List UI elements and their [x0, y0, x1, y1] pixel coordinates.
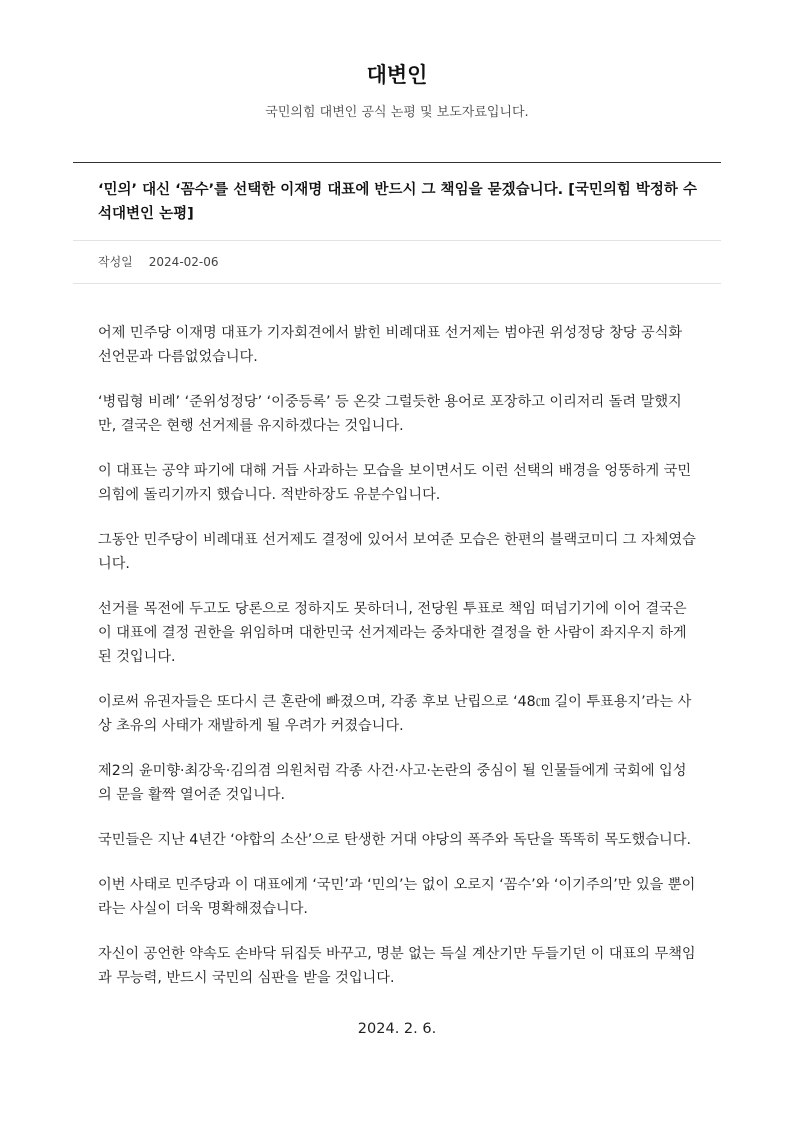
- site-title[interactable]: 대변인: [366, 63, 428, 87]
- site-description: 국민의힘 대변인 공식 논평 및 보도자료입니다.: [265, 105, 529, 120]
- post-title: ‘민의’ 대신 ‘꼼수’를 선택한 이재명 대표에 반드시 그 책임을 묻겠습니다. [국민의힘 박정하 수석대변인 논평]: [98, 182, 697, 222]
- body-paragraph: 그동안 민주당이 비례대표 선거제도 결정에 있어서 보여준 모습은 한편의 블랙코미디 그 자체였습니다.: [98, 532, 696, 572]
- closing-date: 2024. 2. 6.: [357, 1021, 437, 1037]
- header-divider: [73, 162, 721, 163]
- body-paragraph: 어제 민주당 이재명 대표가 기자회견에서 밝힌 비례대표 선거제는 범야권 위성정당 창당 공식화 선언문과 다름없었습니다.: [98, 325, 683, 365]
- body-paragraph: 이로써 유권자들은 또다시 큰 혼란에 빠졌으며, 각종 후보 난립으로 ‘48㎝ 길이 투표용지’라는 사상 초유의 사태가 재발하게 될 우려가 커졌습니다.: [98, 694, 692, 734]
- body-paragraph: 이번 사태로 민주당과 이 대표에게 ‘국민’과 ‘민의’는 없이 오로지 ‘꼼수’와 ‘이기주의’만 있을 뿐이라는 사실이 더욱 명확해졌습니다.: [98, 877, 696, 917]
- body-paragraph: ‘병립형 비례’ ‘준위성정당’ ‘이중등록’ 등 온갖 그럴듯한 용어로 포장하고 이리저리 돌려 말했지만, 결국은 현행 선거제를 유지하겠다는 것입니다.: [98, 394, 682, 434]
- body-paragraph: 자신이 공언한 약속도 손바닥 뒤집듯 바꾸고, 명분 없는 득실 계산기만 두들기던 이 대표의 무책임과 무능력, 반드시 국민의 심판을 받을 것입니다.: [98, 946, 696, 986]
- site-header: [0, 0, 794, 122]
- meta-divider: [73, 283, 721, 284]
- body-paragraph: 이 대표는 공약 파기에 대해 거듭 사과하는 모습을 보이면서도 이런 선택의 배경을 엉뚱하게 국민의힘에 돌리기까지 했습니다. 적반하장도 유분수입니다.: [98, 463, 692, 503]
- body-paragraph: 제2의 윤미향·최강욱·김의겸 의원처럼 각종 사건·사고·논란의 중심이 될 인물들에게 국회에 입성의 문을 활짝 열어준 것입니다.: [98, 763, 687, 803]
- post-meta: [98, 253, 219, 271]
- date-label: 작성일: [98, 255, 133, 269]
- post-body: [98, 321, 698, 1011]
- body-paragraph: 선거를 목전에 두고도 당론으로 정하지도 못하더니, 전당원 투표로 책임 떠넘기기에 이어 결국은 이 대표에 결정 권한을 위임하며 대한민국 선거제라는 중차대한 결정을 한 사람이 좌지우지 하게 된 것입니다.: [98, 601, 687, 665]
- title-divider: [73, 240, 721, 241]
- post-date: 2024-02-06: [148, 255, 219, 269]
- body-paragraph: 국민들은 지난 4년간 ‘야합의 소산’으로 탄생한 거대 야당의 폭주와 독단을 똑똑히 목도했습니다.: [98, 832, 691, 848]
